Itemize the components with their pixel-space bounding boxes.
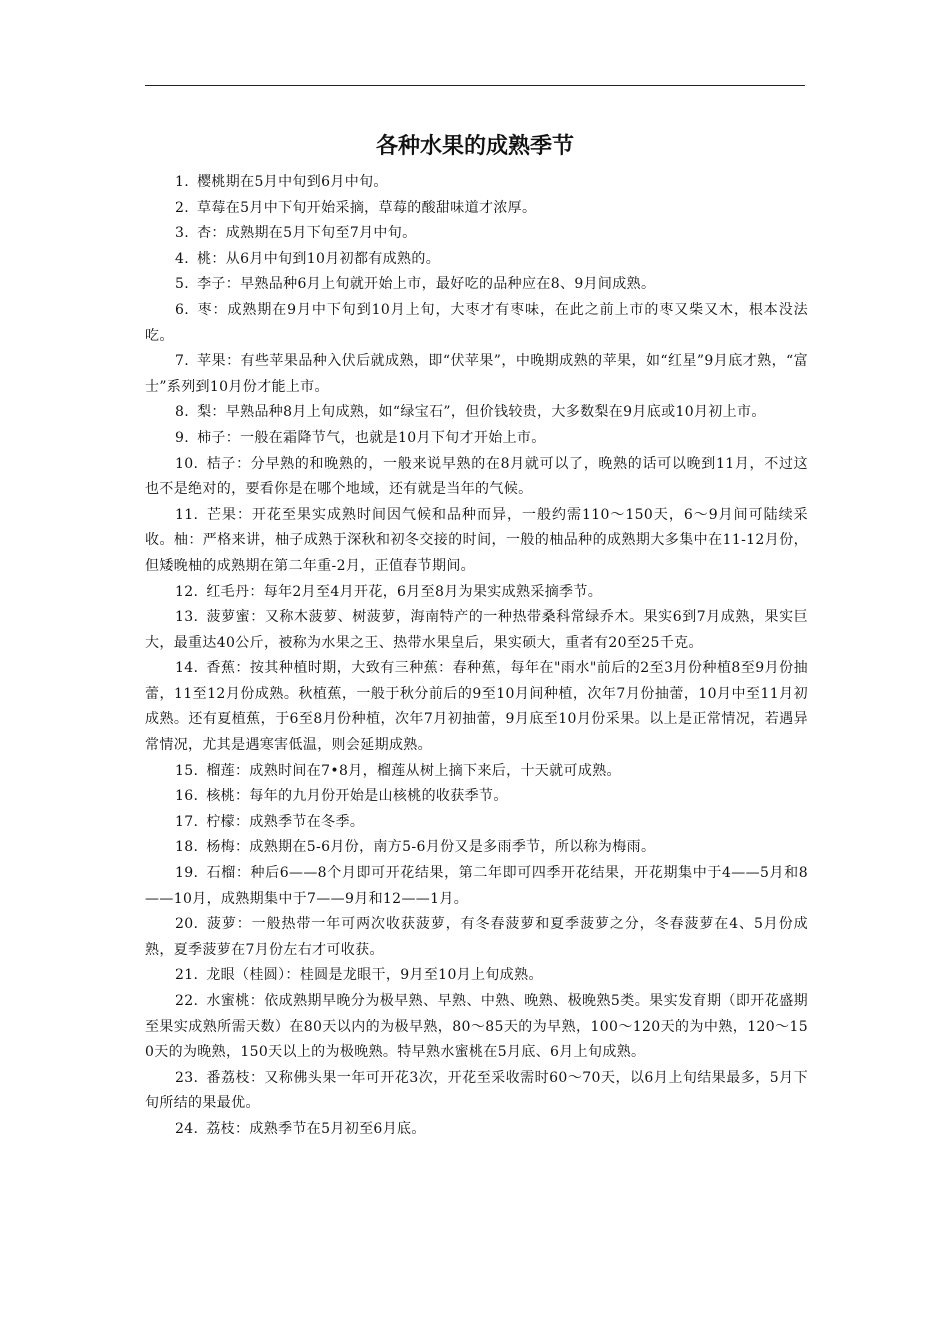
item-number: 11. [175,506,199,523]
list-item [145,247,808,273]
item-text: 桔子：分早熟的和晚熟的，一般来说早熟的在8月就可以了，晚熟的话可以晚到11月，不过这也不是绝对的，要看你是在哪个地域，还有就是当年的气候。 [145,455,808,498]
list-item [145,605,808,656]
item-number: 10. [175,455,199,472]
item-text: 榴莲：成熟时间在7•8月，榴莲从树上摘下来后，十天就可成熟。 [206,762,621,779]
item-text: 草莓在5月中下旬开始采摘，草莓的酸甜味道才浓厚。 [197,199,537,216]
list-item [145,426,808,452]
item-number: 2. [175,199,190,216]
item-number: 21. [175,967,199,984]
item-text: 荔枝：成熟季节在5月初至6月底。 [206,1120,426,1137]
item-text: 石榴：种后6——8个月即可开花结果，第二年即可四季开花结果，开花期集中于4——5月和8——10月，成熟期集中于7——9月和12——1月。 [145,865,808,907]
list-item [145,759,808,785]
item-text: 芒果：开花至果实成熟时间因气候和品种而异，一般约需110～150天，6～9月间可陆续采收。柚：严格来讲，柚子成熟于深秋和初冬交接的时间，一般的柚品种的成熟期大多集中在11-12月份，但矮晚柚的成熟期在第二年重-2月，正值春节期间。 [145,506,808,574]
item-number: 23. [175,1069,199,1086]
item-text: 番荔枝：又称佛头果一年可开花3次，开花至采收需时60～70天，以6月上旬结果最多，5月下旬所结的果最优。 [145,1069,808,1112]
item-text: 红毛丹：每年2月至4月开花，6月至8月为果实成熟采摘季节。 [206,583,603,600]
header-rule [145,85,805,86]
list-item [145,170,808,196]
item-number: 19. [175,865,199,882]
list-item [145,1117,808,1143]
item-text: 龙眼（桂圆）：桂圆是龙眼干，9月至10月上旬成熟。 [206,967,543,984]
item-text: 水蜜桃：依成熟期早晚分为极早熟、早熟、中熟、晚熟、极晚熟5类。果实发育期（即开花盛期至果实成熟所需天数）在80天以内的为极早熟，80～85天的为早熟，100～120天的为中熟，120～150天的为晚熟，150天以上的为极晚熟。特早熟水蜜桃在5月底、6月上旬成熟。 [145,993,808,1061]
item-number: 4. [175,250,190,267]
item-number: 1. [175,174,190,190]
item-text: 桃：从6月中旬到10月初都有成熟的。 [197,250,441,267]
item-number: 6. [175,301,190,318]
item-text: 樱桃期在5月中旬到6月中旬。 [197,174,388,190]
item-number: 13. [175,609,199,626]
item-text: 杨梅：成熟期在5-6月份，南方5-6月份又是多雨季节，所以称为梅雨。 [206,839,656,856]
item-number: 14. [175,660,199,677]
item-text: 菠萝：一般热带一年可两次收获菠萝，有冬春菠萝和夏季菠萝之分，冬春菠萝在4、5月份成熟，夏季菠萝在7月份左右才可收获。 [145,916,808,958]
item-text: 梨：早熟品种8月上旬成熟，如“绿宝石”，但价钱较贵，大多数梨在9月底或10月初上市。 [197,404,766,421]
list-item [145,963,808,989]
item-number: 5. [175,276,190,293]
list-item [145,835,808,861]
item-number: 20. [175,916,199,933]
item-number: 8. [175,404,190,421]
list-item [145,452,808,503]
list-item [145,580,808,606]
document-title: 各种水果的成熟季节 [375,134,574,159]
item-text: 菠萝蜜：又称木菠萝、树菠萝，海南特产的一种热带桑科常绿乔木。果实6到7月成熟，果实巨大，最重达40公斤，被称为水果之王、热带水果皇后，果实硕大，重者有20至25千克。 [145,609,808,651]
list-item [145,298,808,349]
item-text: 李子：早熟品种6月上旬就开始上市，最好吃的品种应在8、9月间成熟。 [197,276,656,293]
list-item [145,861,808,912]
item-number: 9. [175,429,190,446]
item-text: 柠檬：成熟季节在冬季。 [206,813,365,830]
list-item [145,503,808,580]
list-item [145,989,808,1066]
item-number: 3. [175,225,190,242]
fruit-list [145,170,808,1143]
list-item [145,196,808,222]
list-item [145,272,808,298]
item-number: 17. [175,813,199,830]
list-item [145,912,808,963]
list-item [145,349,808,400]
item-text: 苹果：有些苹果品种入伏后就成熟，即“伏苹果”，中晚期成熟的苹果，如“红星”9月底才熟，“富士”系列到10月份才能上市。 [145,353,808,395]
item-text: 杏：成熟期在5月下旬至7月中旬。 [197,225,417,242]
list-item [145,221,808,247]
item-text: 香蕉：按其种植时期，大致有三种蕉：春种蕉，每年在"雨水"前后的2至3月份种植8至9月份抽蕾，11至12月份成熟。秋植蕉，一般于秋分前后的9至10月间种植，次年7月份抽蕾，10月中至11月初成熟。还有夏植蕉，于6至8月份种植，次年7月初抽蕾，9月底至10月份采果。以上是正常情况，若遇异常情况，尤其是遇寒害低温，则会延期成熟。 [145,660,808,754]
item-number: 24. [175,1120,199,1137]
list-item [145,656,808,758]
item-text: 柿子：一般在霜降节气，也就是10月下旬才开始上市。 [197,429,546,446]
list-item [145,1066,808,1117]
item-text: 核桃：每年的九月份开始是山核桃的收获季节。 [206,788,508,805]
item-number: 12. [175,583,199,600]
item-number: 7. [175,353,190,370]
item-number: 15. [175,762,199,779]
item-text: 枣：成熟期在9月中下旬到10月上旬，大枣才有枣味，在此之前上市的枣又柴又木，根本没法吃。 [145,301,808,344]
list-item [145,810,808,836]
list-item [145,400,808,426]
item-number: 22. [175,993,199,1009]
item-number: 16. [175,788,199,805]
list-item [145,784,808,810]
item-number: 18. [175,839,199,856]
